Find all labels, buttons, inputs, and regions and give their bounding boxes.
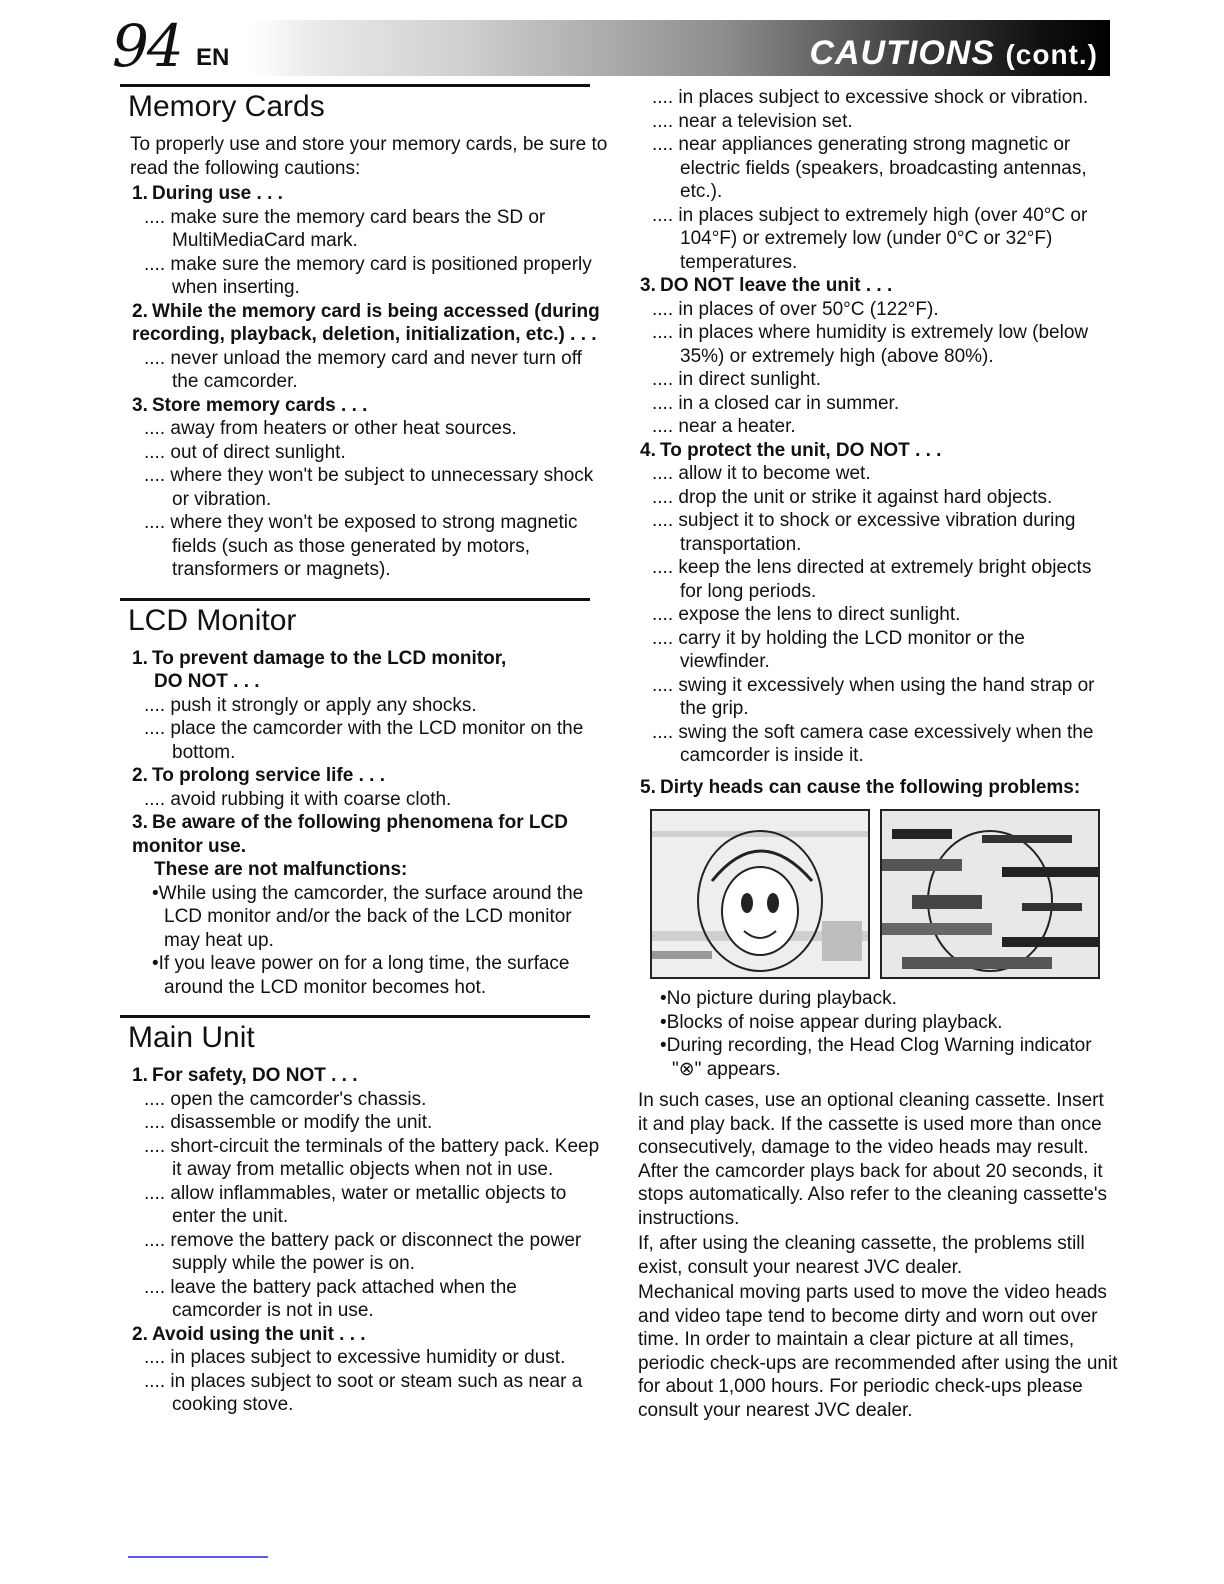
memory-item-2-head: 2. While the memory card is being accessed (during recording, playback, deletion, initialization, etc.) . . . bbox=[132, 300, 600, 345]
page-language: EN bbox=[196, 44, 230, 71]
lcd-item-1-line: .... push it strongly or apply any shocks. bbox=[144, 694, 477, 716]
main-item-3-line: .... in places where humidity is extremely low (below 35%) or extremely high (above 80%). bbox=[652, 322, 1089, 367]
illustration-noise-blocks bbox=[880, 809, 1100, 979]
main-item-2-head: 2. Avoid using the unit . . . bbox=[132, 1323, 366, 1345]
main-item-3-line: .... near a heater. bbox=[652, 416, 796, 437]
memory-item-3-line: .... out of direct sunlight. bbox=[144, 441, 346, 463]
main-item-4-line: .... keep the lens directed at extremely bright objects for long periods. bbox=[652, 557, 1092, 602]
noisy-face-illustration bbox=[882, 811, 1098, 977]
main-item-3-line: .... in places of over 50°C (122°F). bbox=[652, 298, 939, 320]
section-title-memory-cards: Memory Cards bbox=[128, 90, 325, 123]
section-rule bbox=[120, 598, 590, 601]
main-item-5-bullet: •No picture during playback. bbox=[660, 988, 897, 1009]
closing-paragraph: If, after using the cleaning cassette, the problems still exist, consult your nearest JVC dealer. bbox=[638, 1233, 1085, 1278]
page-number: 94 bbox=[112, 12, 182, 80]
section-rule bbox=[120, 1015, 590, 1018]
main-item-1-line: .... short-circuit the terminals of the battery pack. Keep it away from metallic objects when not in use. bbox=[144, 1135, 600, 1180]
lcd-item-3-bullet: •If you leave power on for a long time, the surface around the LCD monitor becomes hot. bbox=[152, 953, 570, 998]
main-item-5-head: 5. Dirty heads can cause the following problems: bbox=[640, 776, 1081, 798]
main-item-4-head: 4. To protect the unit, DO NOT . . . bbox=[640, 439, 942, 461]
main-item-1-line: .... disassemble or modify the unit. bbox=[144, 1112, 433, 1133]
main-item-2-line: .... in places subject to excessive humidity or dust. bbox=[144, 1347, 566, 1368]
closing-paragraph: Mechanical moving parts used to move the video heads and video tape tend to become dirty and worn out over time. In order to maintain a clear picture at all times, periodic check-ups are recommended after using the unit for about 1,000 hours. For periodic check-ups please consult your nearest JVC dealer. bbox=[638, 1282, 1118, 1421]
main-item-2-line: .... in places subject to soot or steam such as near a cooking stove. bbox=[144, 1370, 583, 1415]
memory-cards-intro: To properly use and store your memory cards, be sure to read the following cautions: bbox=[130, 134, 608, 179]
header-band bbox=[250, 20, 1110, 76]
memory-item-1-line: .... make sure the memory card is positioned properly when inserting. bbox=[144, 253, 592, 298]
lcd-item-3-head: 3. Be aware of the following phenomena for LCD monitor use. These are not malfunctions: bbox=[132, 812, 568, 880]
main-item-1-line: .... open the camcorder's chassis. bbox=[144, 1088, 427, 1110]
girl-face-illustration bbox=[652, 811, 868, 977]
main-item-1-head: 1. For safety, DO NOT . . . bbox=[132, 1065, 358, 1086]
main-item-2-line: .... near appliances generating strong magnetic or electric fields (speakers, broadcasting antennas, etc.). bbox=[652, 134, 1087, 202]
main-item-3-line: .... in a closed car in summer. bbox=[652, 392, 900, 414]
main-item-4-line: .... drop the unit or strike it against hard objects. bbox=[652, 486, 1053, 508]
main-item-2-line: .... near a television set. bbox=[652, 110, 853, 132]
memory-item-3-head: 3. Store memory cards . . . bbox=[132, 394, 368, 416]
main-item-3-line: .... in direct sunlight. bbox=[652, 369, 821, 390]
main-item-4-line: .... allow it to become wet. bbox=[652, 463, 871, 484]
lcd-item-2-head: 2. To prolong service life . . . bbox=[132, 765, 385, 786]
header-title-text: CAUTIONS bbox=[809, 34, 996, 72]
footer-rule bbox=[128, 1556, 268, 1558]
memory-item-3-line: .... away from heaters or other heat sources. bbox=[144, 418, 517, 439]
illustration-no-picture bbox=[650, 809, 870, 979]
lcd-item-2-line: .... avoid rubbing it with coarse cloth. bbox=[144, 788, 452, 810]
section-rule bbox=[120, 84, 590, 87]
main-item-1-line: .... leave the battery pack attached when the camcorder is not in use. bbox=[144, 1276, 517, 1321]
closing-paragraph: In such cases, use an optional cleaning cassette. Insert it and play back. If the cassette is used more than once consecutively, damage to the video heads may result. After the camcorder plays back for about 20 seconds, it stops automatically. Also refer to the cleaning cassette's instructions. bbox=[638, 1090, 1108, 1229]
main-item-4-line: .... swing the soft camera case excessively when the camcorder is inside it. bbox=[652, 721, 1094, 766]
section-title-main-unit: Main Unit bbox=[128, 1021, 255, 1054]
header-title-cont: (cont.) bbox=[1005, 39, 1098, 70]
main-item-5-bullet: •During recording, the Head Clog Warning indicator "⊗" appears. bbox=[660, 1035, 1092, 1080]
lcd-item-3-bullet: •While using the camcorder, the surface around the LCD monitor and/or the back of the LCD monitor may heat up. bbox=[152, 882, 584, 951]
main-item-4-line: .... subject it to shock or excessive vibration during transportation. bbox=[652, 510, 1076, 555]
main-item-4-line: .... carry it by holding the LCD monitor or the viewfinder. bbox=[652, 627, 1025, 672]
left-column bbox=[120, 84, 610, 1417]
memory-item-3-line: .... where they won't be subject to unnecessary shock or vibration. bbox=[144, 465, 594, 510]
header-title bbox=[809, 28, 1098, 80]
memory-item-1-line: .... make sure the memory card bears the SD or MultiMediaCard mark. bbox=[144, 206, 546, 251]
memory-item-3-line: .... where they won't be exposed to strong magnetic fields (such as those generated by motors, transformers or magnets). bbox=[144, 512, 578, 580]
main-item-5-bullet: •Blocks of noise appear during playback. bbox=[660, 1011, 1003, 1033]
right-column bbox=[628, 86, 1118, 1424]
lcd-item-1-head: 1. To prevent damage to the LCD monitor, DO NOT . . . bbox=[132, 647, 507, 692]
main-item-1-line: .... remove the battery pack or disconnect the power supply while the power is on. bbox=[144, 1229, 582, 1274]
main-item-3-head: 3. DO NOT leave the unit . . . bbox=[640, 275, 893, 296]
section-title-lcd-monitor: LCD Monitor bbox=[128, 603, 297, 637]
main-item-1-line: .... allow inflammables, water or metallic objects to enter the unit. bbox=[144, 1182, 567, 1227]
main-item-4-line: .... expose the lens to direct sunlight. bbox=[652, 604, 961, 625]
main-item-2-line: .... in places subject to extremely high (over 40°C or 104°F) or extremely low (under 0°C or 32°F) temperatures. bbox=[652, 204, 1088, 273]
lcd-item-1-line: .... place the camcorder with the LCD monitor on the bottom. bbox=[144, 718, 584, 763]
memory-item-1-head: 1. During use . . . bbox=[132, 183, 283, 204]
illustrations bbox=[650, 809, 1118, 979]
page-header bbox=[112, 14, 1110, 78]
main-item-4-line: .... swing it excessively when using the hand strap or the grip. bbox=[652, 674, 1095, 719]
memory-item-2-line: .... never unload the memory card and never turn off the camcorder. bbox=[144, 347, 582, 392]
main-item-2-line: .... in places subject to excessive shock or vibration. bbox=[652, 87, 1089, 108]
